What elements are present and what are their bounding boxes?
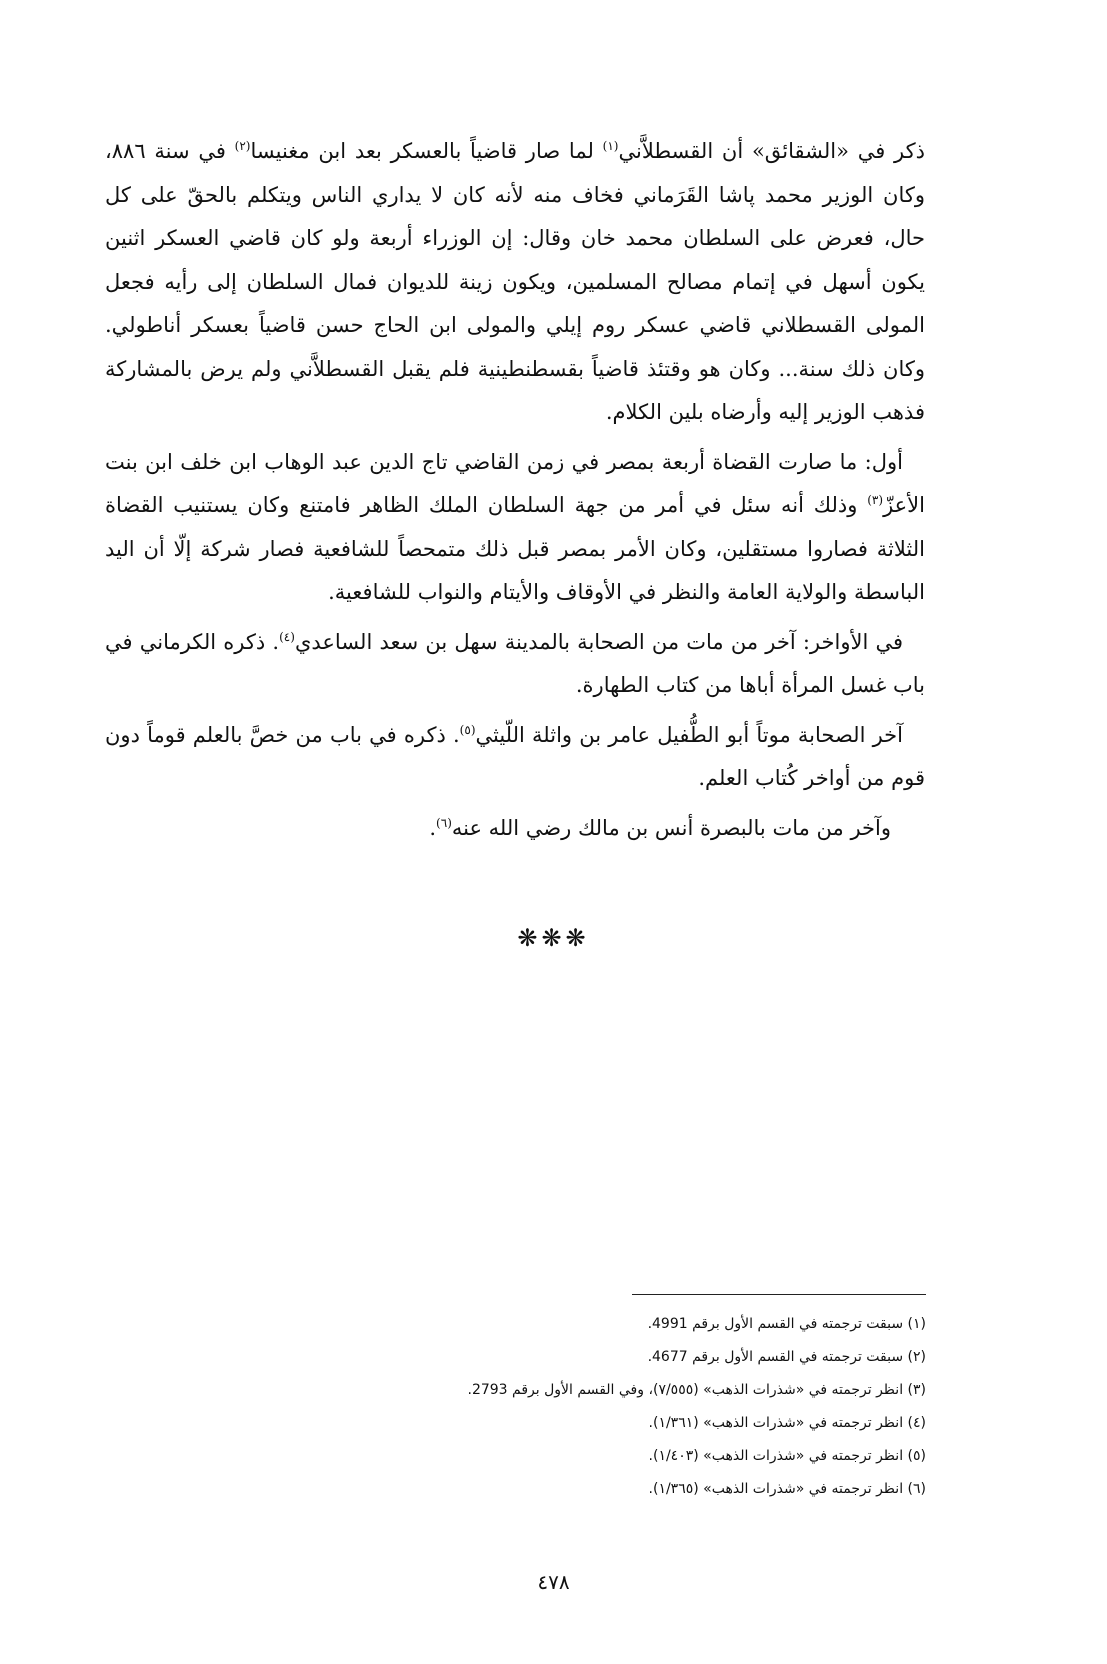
footnote-1: (١) سبقت ترجمته في القسم الأول برقم 4991. [647, 1316, 926, 1332]
footnote-5: (٥) انظر ترجمته في «شذرات الذهب» (١/٤٠٣). [648, 1448, 926, 1464]
paragraph-text: . ذكره في باب من خصَّ بالعلم قوماً دون قوم من أواخر كُتاب العلم. [105, 722, 925, 790]
paragraph-text: وآخر من مات بالبصرة أنس بن مالك رضي الله عنه [451, 815, 891, 840]
paragraph-text: لما صار قاضياً بالعسكر بعد ابن مغنيسا [250, 139, 603, 163]
footnote-ref-3[interactable]: (٣) [867, 493, 884, 507]
paragraph-four-judges [105, 441, 925, 615]
paragraph-text: ذكر في «الشقائق» أن القسطلاَّني [618, 139, 925, 163]
footnote-ref-2[interactable]: (٢) [234, 139, 251, 153]
footnote-divider [632, 1294, 926, 1295]
footnote-3: (٣) انظر ترجمته في «شذرات الذهب» (٧/٥٥٥)، وفي القسم الأول برقم 2793. [467, 1382, 926, 1398]
paragraph-text: وذلك أنه سئل في أمر من جهة السلطان الملك الظاهر فامتنع وكان يستنيب القضاة الثلاثة فصاروا مستقلين، وكان الأمر بمصر قبل ذلك متمحصاً للشافعية فصار شركة إلّا أن اليد الباسطة والولاية العامة والنظر في الأوقاف والأيتام والنواب للشافعية. [105, 493, 925, 604]
paragraph-text: . ذكره الكرماني في باب غسل المرأة أباها من كتاب الطهارة. [105, 629, 925, 697]
footnote-ref-1[interactable]: (١) [602, 139, 619, 153]
paragraph-text: آخر الصحابة موتاً أبو الطُّفيل عامر بن واثلة اللّيثي [475, 722, 903, 747]
main-text-body [105, 130, 925, 856]
page-number: ٤٧٨ [537, 1570, 570, 1594]
footnote-2: (٢) سبقت ترجمته في القسم الأول برقم 4677. [647, 1349, 926, 1365]
paragraph-text: . [429, 815, 437, 840]
footnote-6: (٦) انظر ترجمته في «شذرات الذهب» (١/٣٦٥). [648, 1481, 926, 1497]
footnote-4: (٤) انظر ترجمته في «شذرات الذهب» (١/٣٦١). [648, 1415, 926, 1431]
paragraph-anas [105, 807, 925, 851]
section-ornament: ❋❋❋ [517, 924, 590, 952]
paragraph-last-companions [105, 621, 925, 708]
footnote-ref-4[interactable]: (٤) [279, 629, 295, 644]
paragraph-abu-tufayl [105, 714, 925, 801]
footnotes [300, 1308, 926, 1506]
footnote-ref-6[interactable]: (٦) [436, 815, 452, 830]
footnote-ref-5[interactable]: (٥) [459, 722, 476, 737]
paragraph-text: في سنة ٨٨٦، وكان الوزير محمد پاشا القَرَماني فخاف منه لأنه كان لا يداري الناس ويتكلم بالحقّ على كل حال، فعرض على السلطان محمد خان وقال: إن الوزراء أربعة ولو كان قاضي العسكر اثنين يكون أسهل في إتمام مصالح المسلمين، ويكون زينة للديوان فمال السلطان إلى رأيه فجعل المولى القسطلاني قاضي عسكر روم إيلي والمولى ابن الحاج حسن قاضياً بعسكر أناطولي. وكان ذلك سنة... وكان هو وقتئذ قاضياً بقسطنطينية فلم يقبل القسطلاَّني ولم يرض بالمشاركة فذهب الوزير إليه وأرضاه بلين الكلام. [105, 139, 925, 424]
paragraph-text: في الأواخر: آخر من مات من الصحابة بالمدينة سهل بن سعد الساعدي [294, 629, 903, 654]
paragraph-text: أول: ما صارت القضاة أربعة بمصر في زمن القاضي تاج الدين عبد الوهاب ابن خلف ابن بنت الأعزّ [105, 449, 925, 517]
paragraph-qastallani [105, 130, 925, 435]
